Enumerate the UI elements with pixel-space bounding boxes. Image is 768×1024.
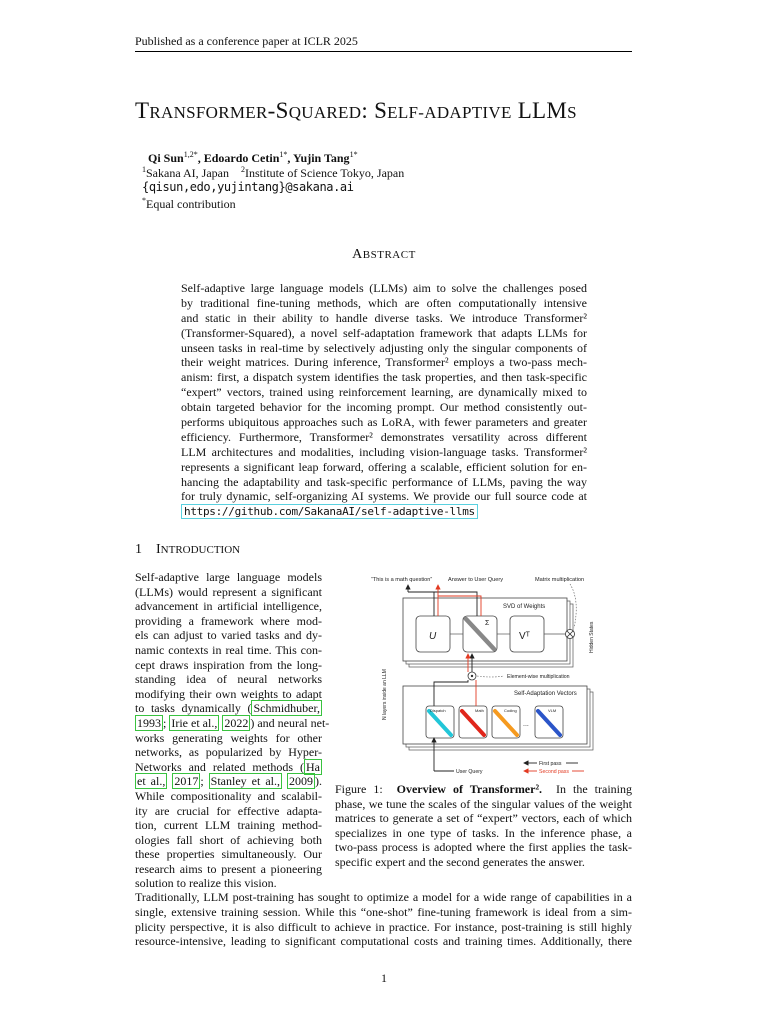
introduction-text [135, 570, 330, 891]
intro-line: providing a framework where mod- [135, 613, 322, 628]
label-answer: Answer to User Query [448, 577, 504, 583]
abstract-line: unseen tasks in real-time by selectively adjusting only the singular components of [181, 340, 587, 355]
intro-line: solution to realize this vision. [135, 876, 277, 891]
intro-line: 1993 ; Irie et al., 2022 ) and neural net- [137, 715, 330, 730]
caption-line: phase, we tune the scales of the singular values of the weight [335, 796, 632, 811]
intro-line: Networks and related methods ( Ha [135, 759, 320, 774]
caption-line: two-pass process is adopted where the first applies the task- [335, 840, 632, 855]
label-matrix-multiplication: Matrix multiplication [535, 577, 585, 583]
author-name: Qi Sun [148, 151, 184, 165]
citation-irie[interactable]: Irie et al., [171, 715, 218, 730]
intro-line: advancement in artificial intelligence, [135, 599, 322, 614]
intro-line: Self-adaptive large language models [135, 570, 322, 584]
abstract-line: anism: first, a dispatch system identifies the task properties, and then task-specific [181, 370, 587, 385]
figure-1-diagram [364, 570, 604, 778]
abstract-line: their weight matrices. During inference, Transformer² employs a two-pass mech- [181, 355, 587, 370]
label-n-layers: N layers inside an LLM [382, 669, 388, 720]
body-line: resource-intensive, leading to significant computational costs and training times. Additionally, there [135, 934, 632, 949]
body-line: plicity perspective, it is also difficult to achieve in practice. For instance, post-training is still highly [135, 919, 632, 934]
intro-line: els can adjust to varied tasks and dy- [135, 628, 322, 643]
abstract-line: represents a significant leap forward, offering a scalable, efficient solution for en- [181, 459, 587, 474]
page-number: 1 [381, 971, 387, 985]
abstract-line: and static in their ability to handle diverse tasks. We introduce Transformer² [181, 310, 587, 325]
svd-label: SVD of Weights [503, 604, 546, 610]
expert-vector-math [459, 706, 487, 738]
svg-text:Σ: Σ [485, 620, 490, 627]
intro-line: cept draws inspiration from the long- [135, 657, 322, 672]
svg-text:Dispatch: Dispatch [430, 708, 446, 713]
citation-ha[interactable]: Ha [306, 759, 320, 774]
intro-line: et al., 2017 ; Stanley et al., 2009 ). [137, 774, 322, 789]
abstract-body [181, 281, 587, 519]
abstract-line: for truly dynamic, self-organizing AI systems. We provide our full source code at [181, 489, 587, 504]
svg-text:VLM: VLM [548, 708, 557, 713]
author-emails: {qisun,edo,yujintang}@sakana.ai [142, 180, 354, 194]
body-line: Traditionally, LLM post-training has sought to optimize a model for a wide range of capabilities in a [135, 890, 632, 904]
caption-line: Figure 1: Overview of Transformer². In the training [335, 782, 633, 796]
abstract-line: efficiency. Furthermore, Transformer² demonstrates versatility across different [181, 429, 587, 444]
abstract-line: “expert” vectors, trained using reinforcement learning, are dynamically mixed to [181, 385, 587, 400]
expert-vector-dispatch [426, 706, 454, 738]
intro-line: standing idea of neural networks [135, 672, 322, 687]
author-name: Edoardo Cetin [203, 151, 280, 165]
svg-text:Math: Math [475, 708, 484, 713]
abstract-line: Self-adaptive large language models (LLMs) aim to solve the challenges posed [181, 281, 587, 295]
author-name: Yujin Tang [292, 151, 350, 165]
abstract-line: hancing the adaptability and task-specific performance of LLMs, paving the way [181, 474, 587, 489]
intro-line: modifying their own weights to adapt [135, 686, 322, 701]
abstract-line [181, 504, 587, 519]
running-header: Published as a conference paper at ICLR 2025 [135, 34, 358, 48]
abstract-line: performs ubiquitous approaches such as LoRA, with fewer parameters and greater [181, 415, 587, 430]
intro-line: namic contexts in real time. This con- [135, 642, 322, 657]
intro-line: ologies fall short of achieving both [135, 832, 322, 847]
intro-line: tion, current LLM training method- [135, 818, 322, 833]
expert-vector-coding [492, 706, 520, 738]
svg-text:U: U [429, 631, 437, 642]
label-hidden-states: Hidden States [589, 621, 595, 653]
abstract-line: LLM architectures and modalities, including vision-language tasks. Transformer² [181, 444, 587, 459]
legend-second-pass: Second pass [539, 769, 569, 775]
header-rule [135, 51, 632, 52]
citation-stanley-year[interactable]: 2009 [289, 774, 313, 789]
intro-line: ity are crucial for effective adapta- [135, 803, 322, 818]
abstract-heading: ABSTRACT [352, 247, 416, 262]
body-line: single, extensive training session. While this “one-shot” fine-tuning framework is ideal from a sim- [135, 904, 632, 919]
caption-line: specific expert and the second generates the answer. [335, 854, 585, 869]
svg-text:Vᵀ: Vᵀ [519, 631, 530, 642]
citation-ha-year[interactable]: 2017 [174, 774, 199, 789]
intro-line: to tasks dynamically ( Schmidhuber, [135, 701, 320, 716]
svg-text:Coding: Coding [504, 708, 517, 713]
label-elementwise: Element-wise multiplication [507, 674, 570, 680]
intro-line: While compositionality and scalabil- [135, 788, 322, 803]
citation-irie-year[interactable]: 2022 [224, 715, 249, 730]
legend-first-pass: First pass [539, 761, 562, 767]
citation-schmidhuber[interactable]: Schmidhuber, [253, 701, 320, 716]
intro-line: these properties simultaneously. Our [135, 847, 322, 862]
intro-line: (LLMs) would represent a significant [135, 584, 322, 599]
figure-1-caption [335, 782, 632, 870]
ellipsis: ... [523, 721, 529, 728]
expert-vector-vlm [535, 706, 563, 738]
citation-schmidhuber-year[interactable]: 1993 [137, 715, 161, 730]
abstract-line: by traditional fine-tuning methods, which are often computationally intensive [181, 295, 587, 310]
equal-contribution-note: *Equal contribution [142, 196, 236, 211]
body-paragraph [135, 890, 632, 949]
intro-line: research aims to present a pioneering [135, 861, 322, 876]
author-list: Qi Sun$^{1,2*}$, Edoardo Cetin$^{1*}$, Yujin Tang$^{1*}$ [148, 150, 358, 165]
abstract-line: (Transformer-Squared), a novel self-adaptation framework that adapts LLMs for [181, 325, 587, 340]
sav-label: Self-Adaptation Vectors [514, 691, 577, 697]
citation-ha-etal[interactable]: et al., [137, 774, 166, 789]
section-heading-introduction: 1 INTRODUCTION [135, 542, 241, 557]
caption-line: matrices to generate a set of “expert” vectors, each of which [335, 811, 632, 826]
intro-line: works generating weights for other [135, 730, 322, 745]
paper-title: TRANSFORMER-SQUARED: SELF-ADAPTIVE LLMS [135, 98, 577, 123]
label-math-question: “This is a math question” [371, 577, 433, 583]
source-code-link[interactable]: https://github.com/SakanaAI/self-adaptive-llms [181, 504, 478, 519]
intro-line: networks, as popularized by Hyper- [135, 745, 322, 760]
citation-stanley[interactable]: Stanley et al., [210, 774, 280, 789]
caption-line: specializes in one type of tasks. In the inference phase, a [335, 825, 632, 840]
label-user-query: User Query [456, 769, 483, 775]
affiliations: $^1$Sakana AI, Japan $^2$Institute of Science Tokyo, Japan [142, 165, 405, 180]
abstract-line: obtain targeted behavior for the incoming prompt. Our method consistently out- [181, 400, 587, 415]
